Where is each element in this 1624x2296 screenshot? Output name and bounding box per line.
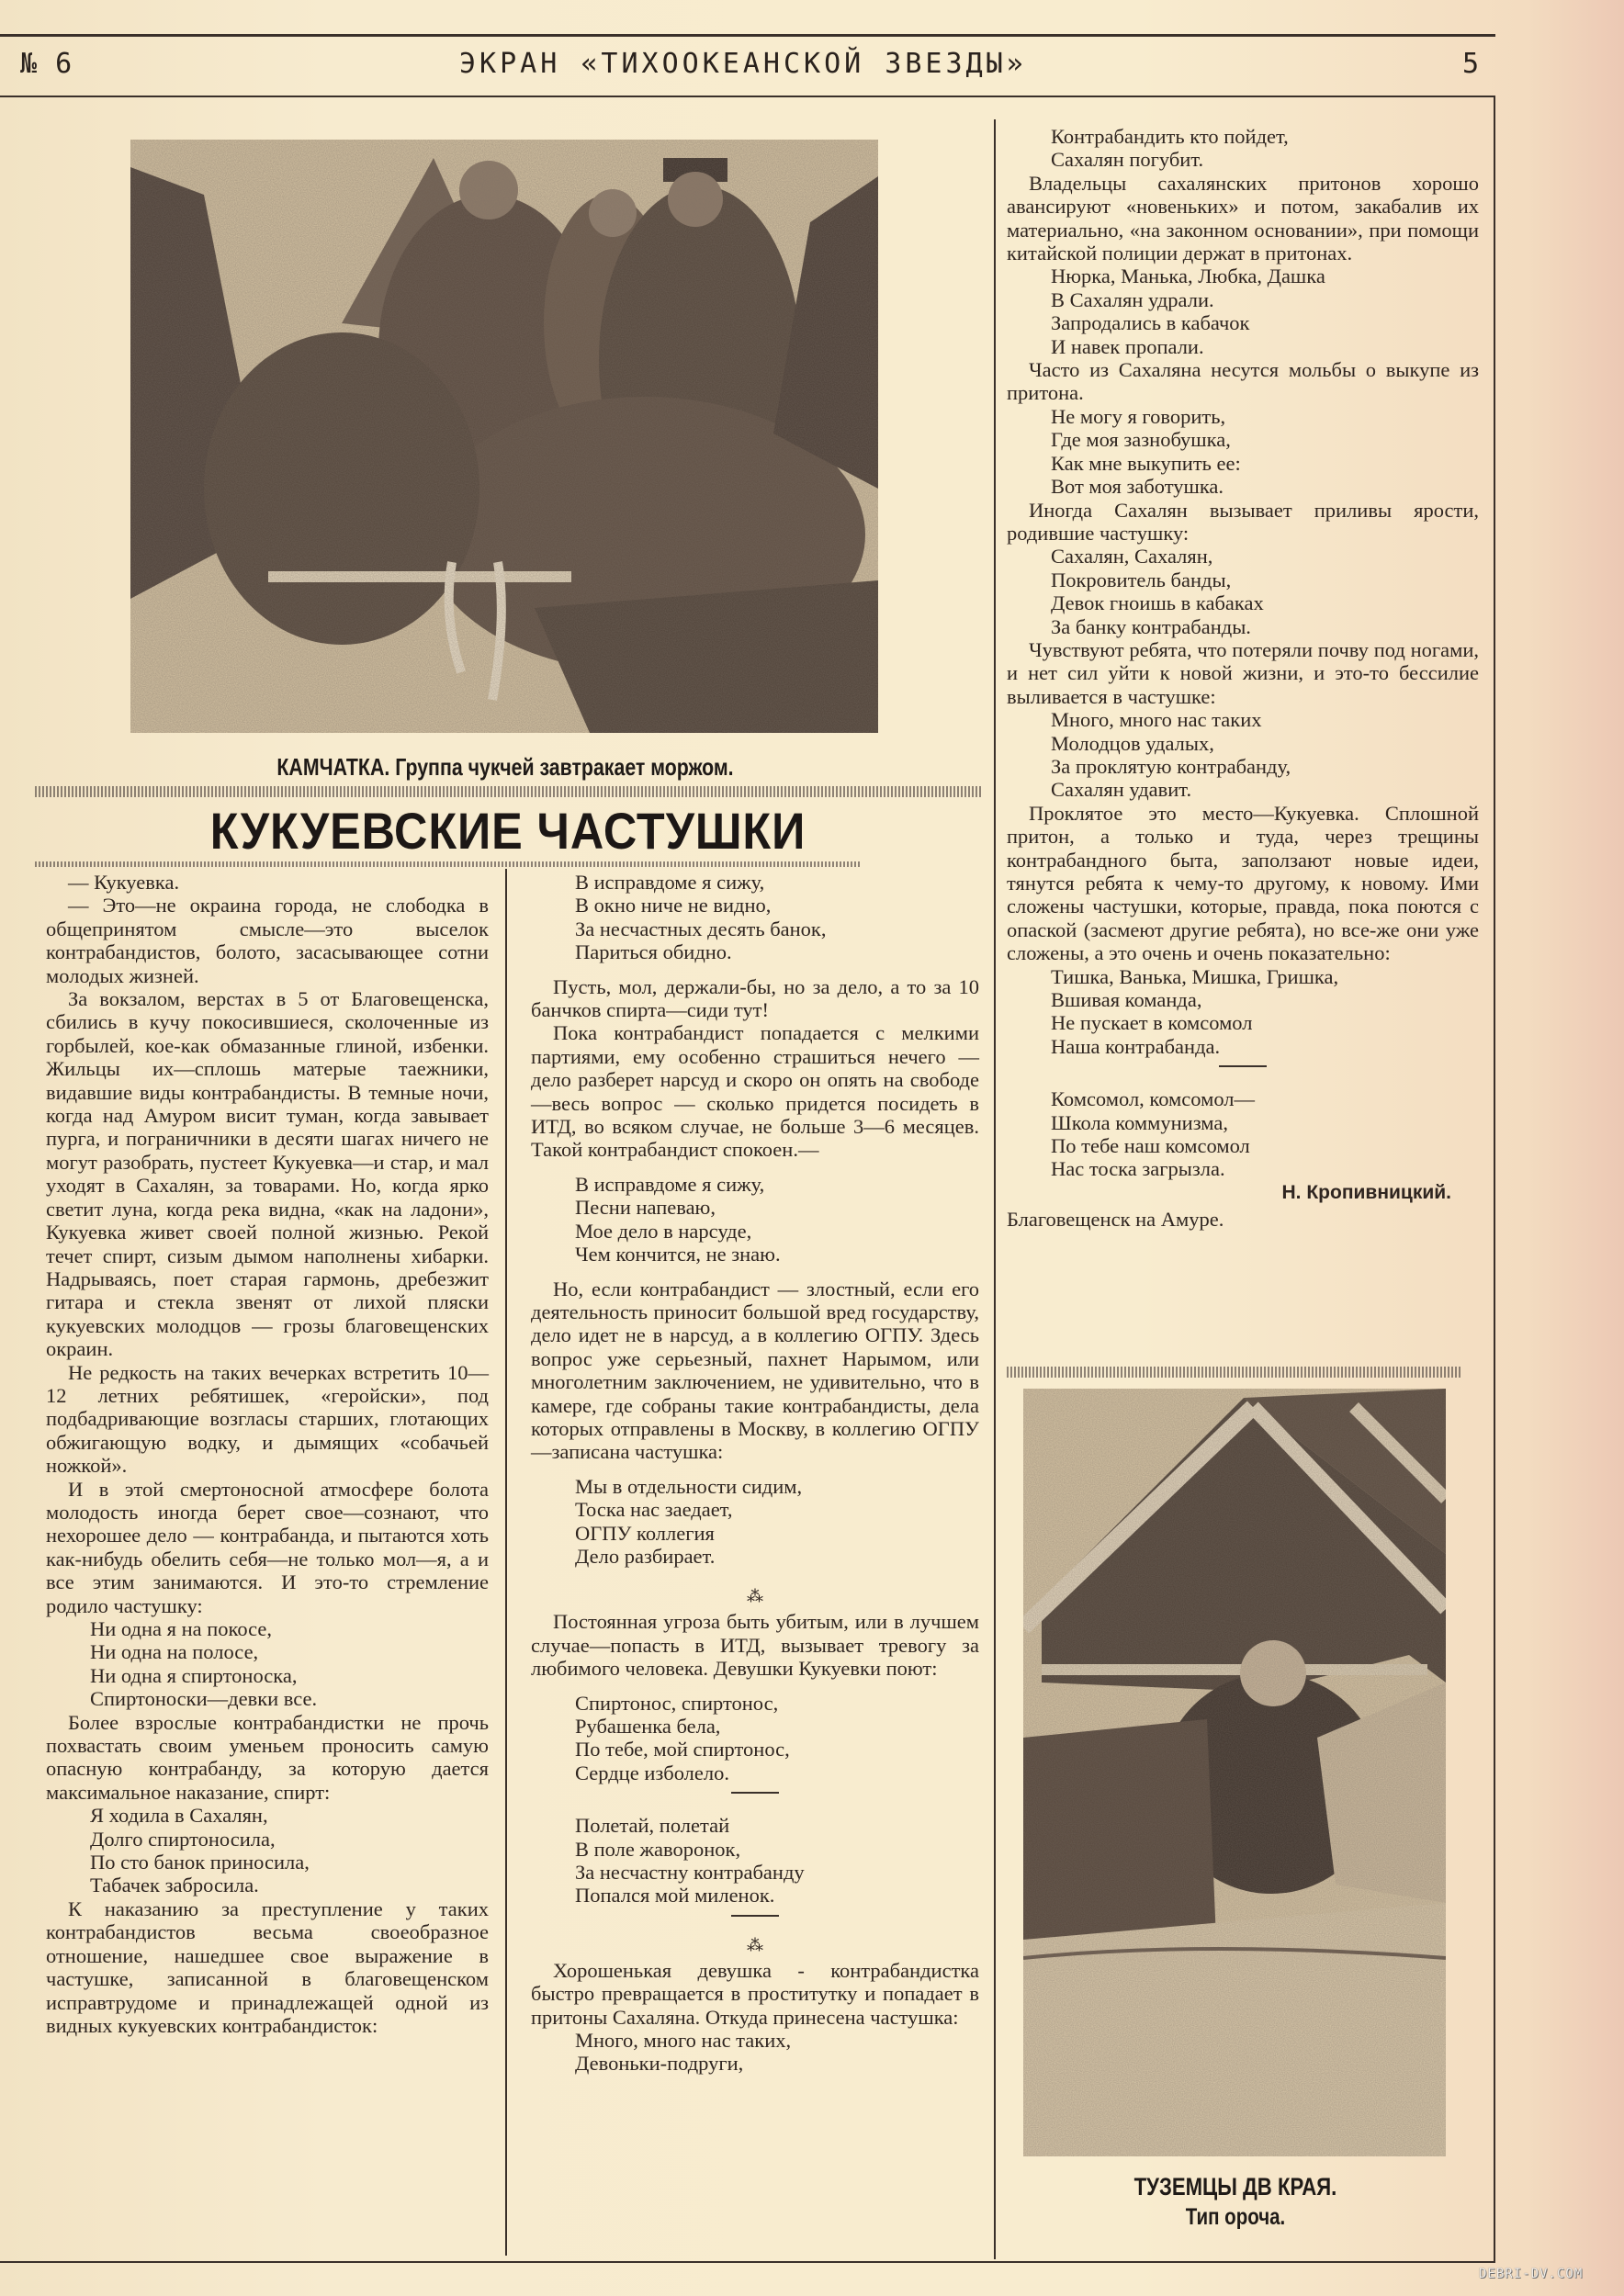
verse-line: Спиртоноски—девки все. <box>90 1687 318 1711</box>
verse-line: Дело разбирает. <box>575 1544 716 1568</box>
verse-line: Сахалян удавит. <box>1051 778 1192 802</box>
verse-line: Покровитель банды, <box>1051 568 1232 591</box>
verse-separator <box>731 1915 779 1917</box>
verse-line: Девок гноишь в кабаках <box>1051 591 1264 615</box>
chastushka-verse <box>1051 264 1479 358</box>
paragraph: Хорошенькая девушка - контрабандистка быстро превращается в проститутку и попадает в притоны Сахаляна. Откуда принесена частушка: <box>531 1958 979 2029</box>
verse-line: За проклятую контрабанду, <box>1051 754 1291 778</box>
verse-line: Мы в отдельности сидим, <box>575 1474 803 1498</box>
verse-line: Вшивая команда, <box>1051 988 1202 1012</box>
chastushka-verse <box>575 1692 979 1785</box>
verse-line: Девоньки-подруги, <box>575 2052 744 2076</box>
photo-top-rule <box>1007 1367 1462 1378</box>
chastushka-verse <box>90 1804 489 1897</box>
verse-line: В исправдоме я сижу, <box>575 1172 765 1196</box>
column-rule-2-3 <box>994 119 996 2259</box>
right-photo-caption-title: ТУЗЕМЦЫ ДВ КРАЯ. <box>1133 2173 1337 2200</box>
paragraph: Постоянная угроза быть убитым, или в лучшем случае—попасть в ИТД, вызывает тревогу за любимого человека. Девушки Кукуевки поют: <box>531 1610 979 1681</box>
issue-number: № 6 <box>20 48 73 80</box>
verse-line: Тоска нас заедает, <box>575 1498 733 1522</box>
verse-line: Попался мой миленок. <box>575 1884 775 1908</box>
paragraph: Более взрослые контрабандистки не прочь похвастать своим уменьем проносить самую опасную контрабанду, за которую дается максимальное наказание, спирт: <box>46 1710 489 1804</box>
verse-line: Много, много нас таких, <box>575 2029 792 2053</box>
bottom-rule <box>0 2261 1495 2263</box>
dateline-place: Благовещенск на Амуре. <box>1007 1208 1224 1232</box>
verse-line: Сердце изболело. <box>575 1761 729 1784</box>
verse-separator <box>731 1792 779 1794</box>
verse-line: Запродались в кабачок <box>1051 311 1250 335</box>
verse-line: Табачек забросила. <box>90 1874 259 1897</box>
verse-line: Сахалян, Сахалян, <box>1051 545 1213 568</box>
verse-line: Я ходила в Сахалян, <box>90 1804 268 1828</box>
verse-line: В поле жаворонок, <box>575 1837 741 1861</box>
paragraph: Иногда Сахалян вызывает приливы ярости, родившие частушку: <box>1007 498 1479 545</box>
verse-line: Рубашенка бела, <box>575 1715 721 1738</box>
verse-line: Париться обидно. <box>575 940 732 964</box>
chastushka-verse <box>575 1814 979 1908</box>
site-watermark: DEBRI-DV.COM <box>1479 2267 1584 2281</box>
chastushka-verse <box>1051 965 1479 1059</box>
chastushka-verse <box>575 871 979 964</box>
section-asterism: ⁂ <box>747 1935 763 1954</box>
author-signature: Н. Кропивницкий. <box>1281 1181 1451 1203</box>
article-column-1 <box>46 871 489 2037</box>
paragraph: К наказанию за преступление у таких контрабандистов весьма своеобразное отношение, нашедшее свое выражение в частушке, записанной в благовещенском исправтрудоме и принадлежащей одной из видных кукуевских контрабандисток: <box>46 1896 489 2037</box>
oroch-man-tent-photo <box>1023 1389 1446 2156</box>
verse-line: Комсомол, комсомол— <box>1051 1087 1256 1111</box>
newspaper-title: ЭКРАН «ТИХООКЕАНСКОЙ ЗВЕЗДЫ» <box>459 48 1027 80</box>
headline-bottom-rule <box>35 861 862 867</box>
paragraph: Пока контрабандист попадается с мелкими партиями, ему особенно страшиться нечего — дело разберет нарсуд и скоро он опять на свободе—весь вопрос — сколько придется посидеть в ИТД, во всяком случае, не больше 3—6 месяцев. Такой контрабандист спокоен.— <box>531 1021 979 1162</box>
verse-line: И навек пропали. <box>1051 334 1204 358</box>
verse-line: Контрабандить кто пойдет, <box>1051 125 1289 148</box>
verse-line: Не могу я говорить, <box>1051 404 1226 428</box>
paragraph: Чувствуют ребята, что потеряли почву под ногами, и нет сил уйти к новой жизни, и это-то бессилие выливается в частушке: <box>1007 637 1479 708</box>
chastushka-verse <box>1051 708 1479 802</box>
column-rule-1-2 <box>505 869 507 2256</box>
verse-line: Песни напеваю, <box>575 1196 716 1220</box>
paragraph: Не редкость на таких вечерках встретить 10—12 летних ребятишек, «геройски», под подбадривающие возгласы старших, глотающих обжигающую водку, и дымящих «собачьей ножкой». <box>46 1360 489 1478</box>
verse-line: За несчастных десять банок, <box>575 917 827 940</box>
verse-separator <box>1219 1065 1267 1067</box>
chastushka-verse <box>1051 405 1479 499</box>
verse-line: Тишка, Ванька, Мишка, Гришка, <box>1051 964 1339 988</box>
verse-line: За несчастну контрабанду <box>575 1861 805 1885</box>
paragraph: Пусть, мол, держали-бы, но за дело, а то за 10 банчков спирта—сиди тут! <box>531 974 979 1022</box>
paragraph: Но, если контрабандист — злостный, если его деятельность приносит большой вред государству, дело идет не в нарсуд, а в коллегию ОГПУ. Здесь вопрос уже серьезный, пахнет Нарымом, или многолетним заключением, не удивительно, что в камере, где собраны такие контрабандисты, дела которых отправлены в Москву, в коллегию ОГПУ—записана частушка: <box>531 1277 979 1464</box>
paragraph: И в этой смертоносной атмосфере болота молодость иногда берет свое—сознают, что нехорошее дело — контрабанда, и пытаются хоть как-нибудь обелить себя—не только мол—я, а и все этим занимаются. И это-то стремление родило частушку: <box>46 1477 489 1617</box>
paragraph: — Это—не окраина города, не слободка в общепринятом смысле—это выселок контрабандистов, болото, засасывающее сотни молодых жизней. <box>46 894 489 987</box>
verse-line: Как мне выкупить ее: <box>1051 451 1241 475</box>
section-asterism: ⁂ <box>747 1587 763 1606</box>
verse-line: В исправдоме я сижу, <box>575 871 765 894</box>
top-rule <box>0 34 1495 37</box>
headline-top-rule <box>35 786 981 797</box>
article-column-2 <box>531 871 979 2076</box>
paragraph: Проклятое это место—Кукуевка. Сплошной притон, а только и туда, через трещины контрабандного быта, заползают новые идеи, тянутся ребята к чему-то другому, к новому. Ими сложены частушки, которые, правда, пока поются с опаской (засмеют другие ребята), но все-же они уже сложены, а это очень и очень показательно: <box>1007 801 1479 965</box>
verse-line: В Сахалян удрали. <box>1051 287 1214 311</box>
verse-line: По сто банок приносила, <box>90 1851 310 1874</box>
article-column-3 <box>1007 125 1479 1232</box>
right-frame-rule <box>1494 96 1495 2261</box>
verse-line: В окно ниче не видно, <box>575 894 772 917</box>
verse-line: Сахалян погубит. <box>1051 148 1204 172</box>
header-bottom-rule <box>0 96 1495 97</box>
paragraph: Часто из Сахаляна несутся мольбы о выкупе из притона. <box>1007 358 1479 405</box>
verse-line: Ни одна я на покосе, <box>90 1617 273 1640</box>
verse-line: Спиртонос, спиртонос, <box>575 1691 779 1715</box>
chastushka-verse <box>1051 1087 1479 1181</box>
verse-line: Школа коммунизма, <box>1051 1110 1228 1134</box>
verse-line: Полетай, полетай <box>575 1814 730 1838</box>
verse-line: Вот моя заботушка. <box>1051 475 1224 499</box>
chastushka-verse <box>1051 545 1479 638</box>
verse-line: За банку контрабанды. <box>1051 614 1251 638</box>
article-headline: КУКУЕВСКИЕ ЧАСТУШКИ <box>209 802 806 860</box>
verse-line: Где моя зазнобушка, <box>1051 428 1231 452</box>
verse-line: Мое дело в нарсуде, <box>575 1219 752 1243</box>
right-photo-caption-subtitle: Тип ороча. <box>1185 2204 1286 2230</box>
verse-line: Ни одна я спиртоноска, <box>90 1663 298 1687</box>
top-photo-caption: КАМЧАТКА. Группа чукчей завтракает моржом. <box>276 753 734 781</box>
verse-line: Долго спиртоносила, <box>90 1827 276 1851</box>
verse-line: Наша контрабанда. <box>1051 1034 1221 1058</box>
walrus-hunt-photo <box>130 140 878 733</box>
verse-line: ОГПУ коллегия <box>575 1521 715 1545</box>
verse-line: Молодцов удалых, <box>1051 731 1214 755</box>
paragraph: За вокзалом, верстах в 5 от Благовещенска, сбились в кучу покосившиеся, сколоченные из горбылей, кое-как обмазанные глиной, избенки. Жильцы их—сплошь матерые таежники, видавшие виды контрабандисты. В темные ночи, когда над Амуром висит туман, когда завывает пурга, и пограничники в десяти шагах ничего не могут разобрать, пустеет Кукуевка—и стар, и мал уходят в Сахалян, за товарами. Но, когда ярко светит луна, когда река видна, «как на ладони», Кукуевка живет своей полной жизнью. Рекой течет спирт, сизым дымом наполнены хибарки. Надрываясь, поет старая гармонь, дребезжит гитара и стекла звенят от лихой пляски кукуевских молодцов — грозы благовещенских окраин. <box>46 987 489 1361</box>
verse-line: По тебе, мой спиртонос, <box>575 1738 790 1761</box>
chastushka-verse <box>575 1475 979 1569</box>
page-number: 5 <box>1462 48 1481 80</box>
verse-line: Чем кончится, не знаю. <box>575 1243 781 1266</box>
paragraph: — Кукуевка. <box>68 871 180 894</box>
verse-line: Не пускает в комсомол <box>1051 1011 1253 1035</box>
verse-line: Нас тоска загрызла. <box>1051 1157 1225 1181</box>
chastushka-verse <box>90 1617 489 1711</box>
chastushka-verse <box>575 1173 979 1266</box>
paragraph: Владельцы сахалянских притонов хорошо авансируют «новеньких» и потом, закабалив их материально, «на законном основании», при помощи китайской полиции держат в притонах. <box>1007 171 1479 265</box>
verse-line: Много, много нас таких <box>1051 708 1262 732</box>
verse-line: По тебе наш комсомол <box>1051 1134 1250 1158</box>
chastushka-verse <box>575 2029 979 2076</box>
verse-line: Ни одна на полосе, <box>90 1640 259 1664</box>
verse-line: Нюрка, Манька, Любка, Дашка <box>1051 264 1325 288</box>
chastushka-verse <box>1051 125 1479 172</box>
